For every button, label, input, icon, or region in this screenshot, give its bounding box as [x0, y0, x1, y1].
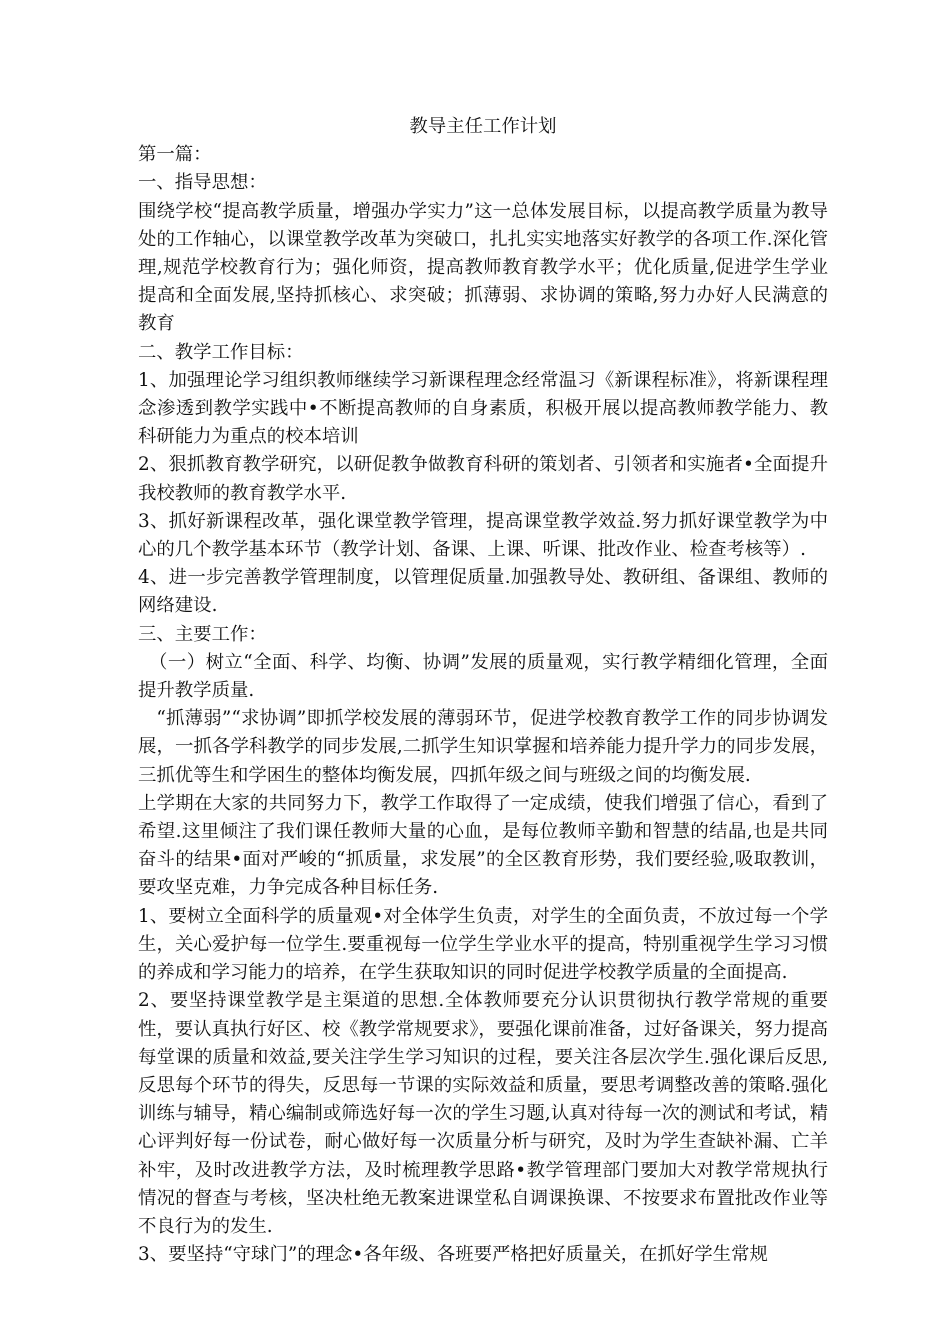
- document-body: [138, 113, 828, 1269]
- part-label: 第一篇：: [138, 144, 212, 166]
- section-3-item: 2、要坚持课堂教学是主渠道的思想.全体教师要充分认识贯彻执行教学常规的重要性，要认真执行好区、校《教学常规要求》，要强化课前准备，过好备课关，努力提高每堂课的质量和效益,要关注学生学习知识的过程，要关注各层次学生.强化课后反思,反思每个环节的得失，反思每一节课的实际效益和质量，要思考调整改善的策略.强化训练与辅导，精心编制或筛选好每一次的学生习题,认真对待每一次的测试和考试，精心评判好每一份试卷，耐心做好每一次质量分析与研究，及时为学生查缺补漏、亡羊补牢，及时改进教学方法，及时梳理教学思路•教学管理部门要加大对教学常规执行情况的督查与考核，坚决杜绝无教案进课堂私自调课换课、不按要求布置批改作业等不良行为的发生.: [138, 990, 828, 1237]
- section-3-paragraph: “抓薄弱”“求协调”即抓学校发展的薄弱环节，促进学校教育教学工作的同步协调发展，一抓各学科教学的同步发展,二抓学生知识掌握和培养能力提升学力的同步发展，三抓优等生和学困生的整体均衡发展，四抓年级之间与班级之间的均衡发展.: [138, 708, 828, 786]
- section-1-body: 围绕学校“提高教学质量，增强办学实力”这一总体发展目标，以提高教学质量为教导处的工作轴心，以课堂教学改革为突破口，扎扎实实地落实好教学的各项工作.深化管理,规范学校教育行为；强化师资，提高教师教育教学水平；优化质量,促进学生学业提高和全面发展,坚持抓核心、求突破；抓薄弱、求协调的策略,努力办好人民满意的教育: [138, 200, 828, 335]
- section-3-heading: 三、主要工作：: [138, 623, 267, 645]
- section-2-item: 1、加强理论学习组织教师继续学习新课程理念经常温习《新课程标准》，将新课程理念渗透到教学实践中•不断提高教师的自身素质，积极开展以提高教师教学能力、教科研能力为重点的校本培训: [138, 369, 828, 448]
- section-3-subheading: （一）树立“全面、科学、均衡、协调”发展的质量观，实行教学精细化管理，全面提升教学质量.: [138, 651, 828, 702]
- section-1-heading: 一、指导思想：: [138, 172, 267, 194]
- section-3-item: 1、要树立全面科学的质量观•对全体学生负责，对学生的全面负责，不放过每一个学生，关心爱护每一位学生.要重视每一位学生学业水平的提高，特别重视学生学习习惯的养成和学习能力的培养，在学生获取知识的同时促进学校教学质量的全面提高.: [138, 905, 828, 984]
- section-2-item: 3、抓好新课程改革，强化课堂教学管理，提高课堂教学效益.努力抓好课堂教学为中心的几个教学基本环节（教学计划、备课、上课、听课、批改作业、检查考核等）.: [138, 510, 828, 561]
- section-2-item: 2、狠抓教育教学研究，以研促教争做教育科研的策划者、引领者和实施者•全面提升我校教师的教育教学水平.: [138, 454, 828, 504]
- section-2-item: 4、进一步完善教学管理制度，以管理促质量.加强教导处、教研组、备课组、教师的网络建设.: [138, 567, 828, 617]
- section-2-heading: 二、教学工作目标：: [138, 341, 304, 363]
- section-3-paragraph: 上学期在大家的共同努力下，教学工作取得了一定成绩，使我们增强了信心，看到了希望.这里倾注了我们课任教师大量的心血，是每位教师辛勤和智慧的结晶,也是共同奋斗的结果•面对严峻的“抓质量，求发展”的全区教育形势，我们要经验,吸取教训，要攻坚克难，力争完成各种目标任务.: [138, 792, 828, 899]
- section-3-item: 3、要坚持“守球门”的理念•各年级、各班要严格把好质量关，在抓好学生常规: [138, 1244, 768, 1266]
- document-title: 教导主任工作计划: [409, 116, 557, 137]
